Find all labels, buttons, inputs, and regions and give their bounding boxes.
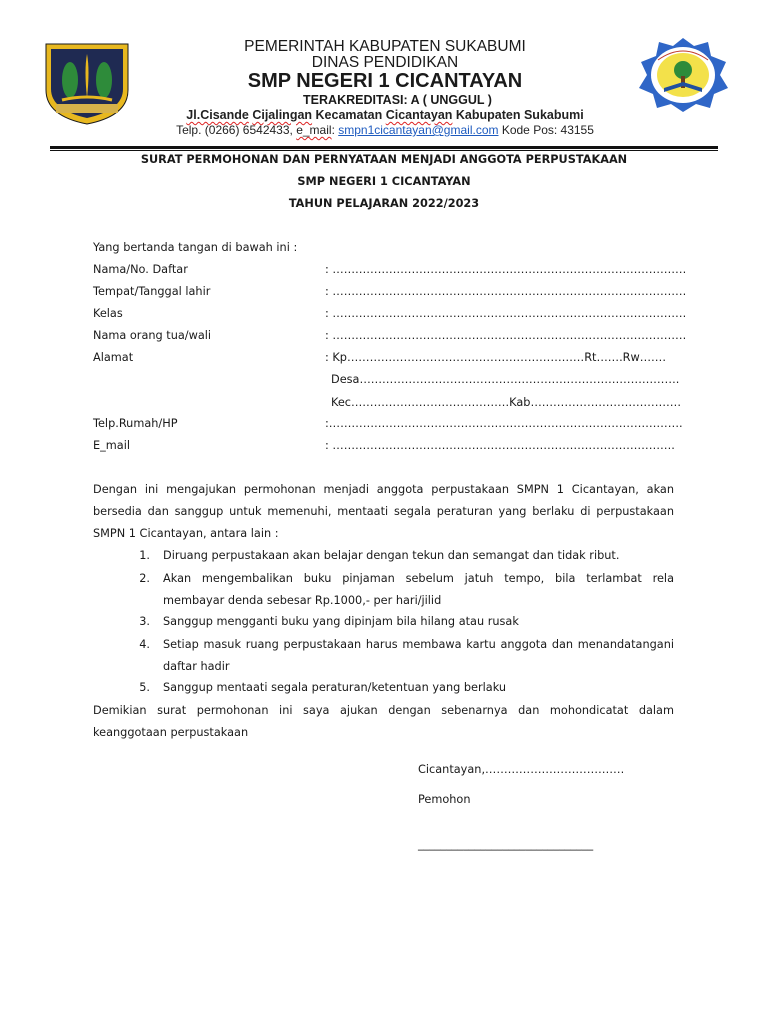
letterhead-rule-thin — [50, 150, 718, 151]
field-value[interactable]: : …………………………………………………………………………………. — [325, 329, 687, 342]
accreditation: TERAKREDITASI: A ( UNGGUL ) — [303, 93, 492, 107]
letterhead-line2: DINAS PENDIDIKAN — [311, 54, 459, 71]
place-date-field[interactable]: Cicantayan,………………………………. — [418, 763, 625, 776]
field-label: Telp.Rumah/HP — [93, 417, 178, 430]
document-subtitle-year: TAHUN PELAJARAN 2022/2023 — [288, 197, 480, 210]
list-item: Sanggup mengganti buku yang dipinjam bila hilang atau rusak — [163, 615, 519, 628]
address-street: Jl.Cisande — [186, 108, 249, 122]
closing-line: keanggotaan perpustakaan — [93, 726, 249, 739]
paragraph-line: SMPN 1 Cicantayan, antara lain : — [93, 527, 279, 540]
list-item: Sanggup mentaati segala peraturan/ketentuan yang berlaku — [163, 681, 507, 694]
field-value[interactable]: : …………………………………………………………………………………. — [325, 307, 687, 320]
field-label: Kelas — [93, 307, 123, 320]
field-value[interactable]: : Kp………………………………………………………Rt…….Rw……. — [325, 351, 666, 364]
field-value[interactable]: : …………………………………………………………………………………. — [325, 285, 687, 298]
email-label: e_mail — [296, 123, 332, 137]
field-label: E_mail — [93, 439, 130, 452]
list-item: Akan mengembalikan buku pinjaman sebelum jatuh tempo, bila terlambat rela — [163, 572, 674, 585]
field-value[interactable]: :…………………………………………………………………………………. — [325, 417, 683, 430]
closing-line: Demikian surat permohonan ini saya ajukan dengan sebenarnya dan mohondicatat dalam — [93, 704, 674, 717]
list-number: 5. — [139, 681, 150, 694]
field-value[interactable]: : ………………………………………………………………………………. — [325, 439, 675, 452]
address-regency: Kabupaten Sukabumi — [455, 108, 584, 122]
list-number: 3. — [139, 615, 150, 628]
postal-code: Kode Pos: 43155 — [501, 123, 594, 137]
kabupaten-emblem — [42, 40, 132, 126]
list-item: Diruang perpustakaan akan belajar dengan tekun dan semangat dan tidak ribut. — [163, 549, 620, 562]
address-kec-field[interactable]: Kec……………………………………Kab…………………………………. — [331, 396, 681, 409]
list-number: 2. — [139, 572, 150, 585]
contact-line: Telp. (0266) 6542433, e_mail: smpn1cicantayan@gmail.com Kode Pos: 43155 — [176, 123, 594, 137]
address-district-label: Kecamatan — [315, 108, 383, 122]
telephone: Telp. (0266) 6542433, — [176, 123, 293, 137]
field-label: Tempat/Tanggal lahir — [93, 285, 211, 298]
paragraph-line: Dengan ini mengajukan permohonan menjadi anggota perpustakaan SMPN 1 Cicantayan, akan — [93, 483, 674, 496]
address-district: Cicantayan — [385, 108, 453, 122]
school-name: SMP NEGERI 1 CICANTAYAN — [247, 70, 523, 92]
address-desa-field[interactable]: Desa…………………………………………………………………………. — [331, 373, 680, 386]
list-item: Setiap masuk ruang perpustakaan harus membawa kartu anggota dan menandatangani — [163, 638, 674, 651]
paragraph-line: bersedia dan sanggup untuk memenuhi, mentaati segala peraturan yang berlaku di perpustakaan — [93, 505, 674, 518]
list-item-continuation: membayar denda sebesar Rp.1000,- per hari/jilid — [163, 594, 442, 607]
list-number: 1. — [139, 549, 150, 562]
field-label: Nama orang tua/wali — [93, 329, 212, 342]
field-value[interactable]: : …………………………………………………………………………………. — [325, 263, 687, 276]
school-badge — [636, 36, 731, 114]
email-link[interactable]: smpn1cicantayan@gmail.com — [338, 123, 499, 137]
applicant-label: Pemohon — [418, 793, 471, 806]
letterhead-rule-thick — [50, 146, 718, 149]
signature-line[interactable]: _______________________________ — [418, 838, 594, 851]
field-label: Alamat — [93, 351, 134, 364]
school-address — [140, 108, 630, 122]
document-subtitle-school: SMP NEGERI 1 CICANTAYAN — [297, 175, 471, 188]
intro-text: Yang bertanda tangan di bawah ini : — [93, 241, 298, 254]
list-number: 4. — [139, 638, 150, 651]
letterhead-line1: PEMERINTAH KABUPATEN SUKABUMI — [244, 38, 526, 55]
field-label: Nama/No. Daftar — [93, 263, 188, 276]
document-title: SURAT PERMOHONAN DAN PERNYATAAN MENJADI ANGGOTA PERPUSTAKAAN — [140, 153, 628, 166]
list-item-continuation: daftar hadir — [163, 660, 230, 673]
address-village: Cijalingan — [252, 108, 313, 122]
